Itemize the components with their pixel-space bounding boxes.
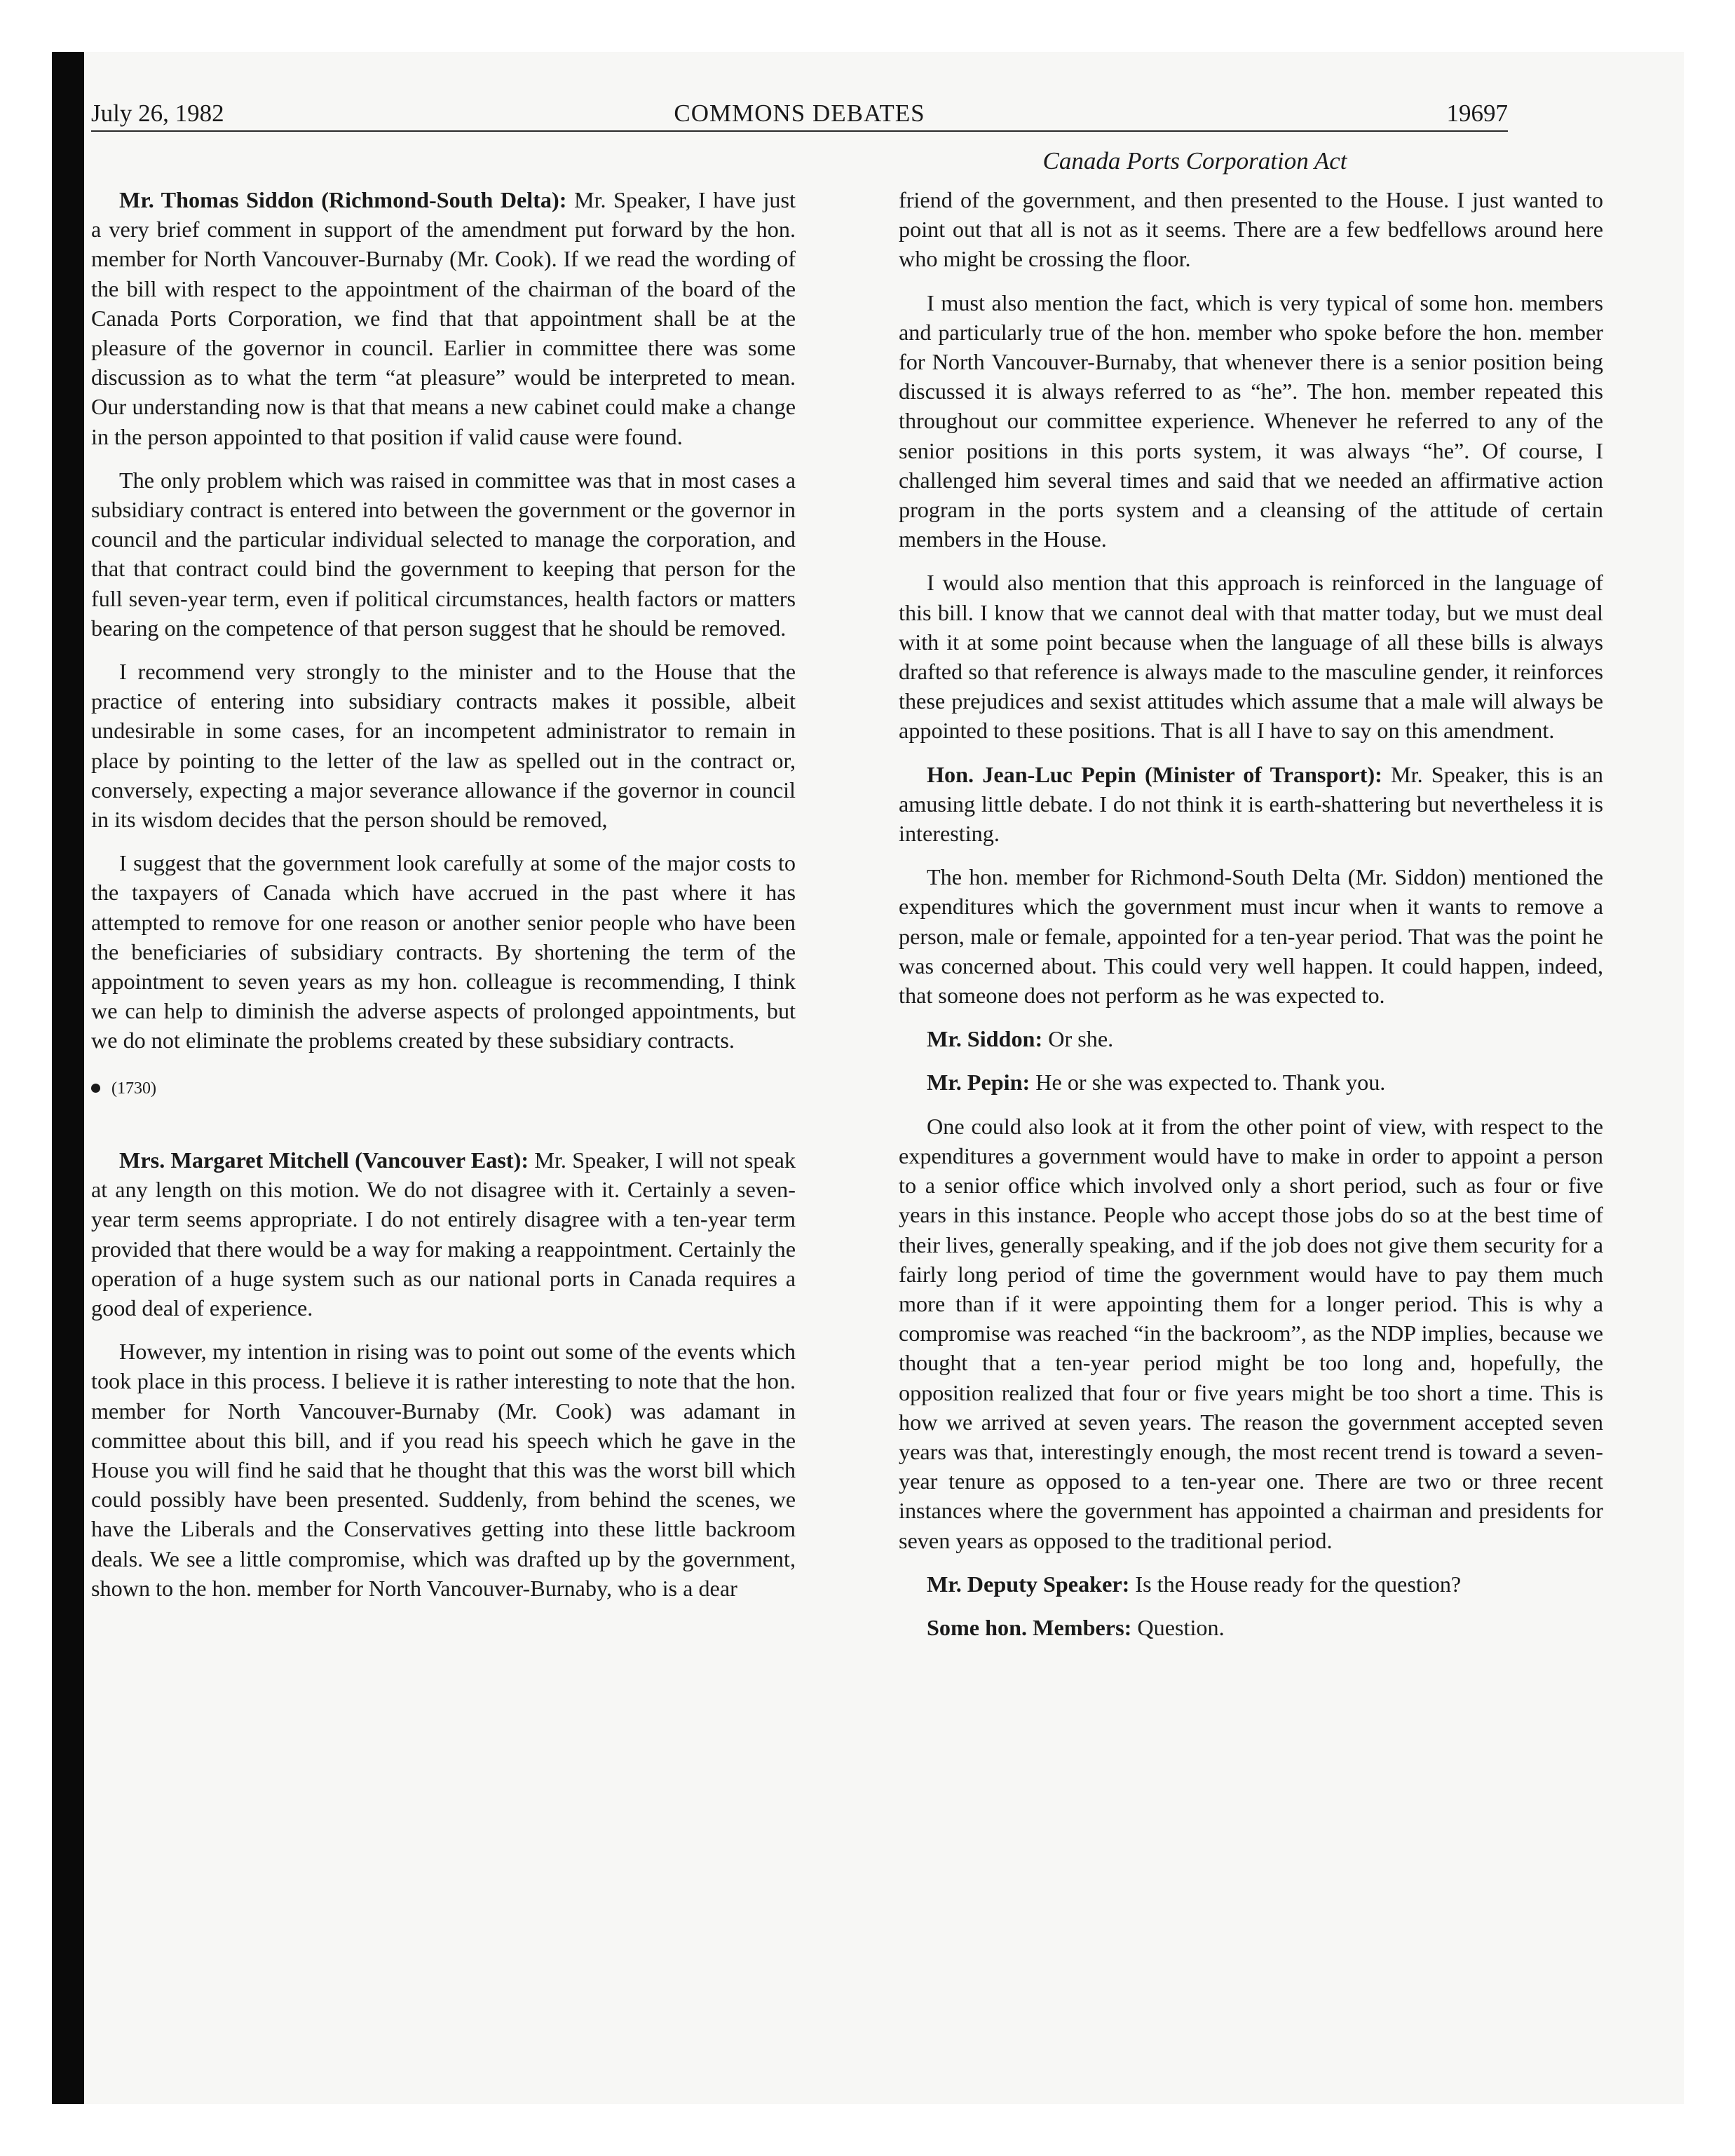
time-marker bbox=[91, 1074, 796, 1103]
paragraph-text: Mr. Speaker, I have just a very brief comment in support of the amendment put forward by the hon. member for North Vancouver-Burnaby (Mr. Cook). If we read the wording of the bill with respect to the appointment of the chairman of the board of the Canada Ports Corporation, we find that that appointment shall be at the pleasure of the governor in council. Earlier in committee there was some discussion as to what the term “at pleasure” would be interpreted to mean. Our understanding now is that that means a new cabinet could make a change in the person appointed to that position if valid cause were found. bbox=[91, 187, 796, 449]
paragraph bbox=[91, 657, 796, 834]
speaker-name: Mr. Siddon: bbox=[927, 1026, 1043, 1052]
paragraph-text: Is the House ready for the question? bbox=[1129, 1571, 1462, 1597]
paragraph bbox=[899, 760, 1603, 849]
paragraph-text: He or she was expected to. Thank you. bbox=[1030, 1070, 1386, 1096]
paragraph bbox=[91, 185, 796, 451]
paragraph-text: I recommend very strongly to the minister and to the House that the practice of entering into subsidiary contracts makes it possible, albeit undesirable in some cases, for an incompetent administrator to remain in place by pointing to the letter of the law as spelled out in the contract or, conversely, expecting a major severance allowance if the governor in council in its wisdom decides that the person should be removed, bbox=[91, 659, 796, 833]
speaker-name: Hon. Jean-Luc Pepin (Minister of Transport): bbox=[927, 761, 1382, 787]
bullet-icon bbox=[91, 1084, 100, 1093]
speaker-name: Mrs. Margaret Mitchell (Vancouver East): bbox=[119, 1147, 529, 1173]
paragraph bbox=[91, 1337, 796, 1603]
paragraph bbox=[899, 862, 1603, 1010]
header-title: COMMONS DEBATES bbox=[674, 100, 925, 127]
time-marker-text: (1730) bbox=[111, 1079, 156, 1098]
paragraph bbox=[899, 1613, 1603, 1642]
speaker-name: Mr. Thomas Siddon (Richmond-South Delta): bbox=[119, 187, 567, 212]
paragraph-text: Mr. Speaker, I will not speak at any length on this motion. We do not disagree with it. Certainly a seven-year term seems appropriate. I do not entirely disagree with a ten-year term provided that there would be a way for making a reappointment. Certainly the operation of a huge system such as our national ports in Canada requires a good deal of experience. bbox=[91, 1147, 796, 1321]
right-column-paragraphs bbox=[899, 185, 1603, 1642]
paragraph bbox=[91, 1145, 796, 1323]
speaker-name: Some hon. Members: bbox=[927, 1614, 1132, 1640]
paragraph-text: However, my intention in rising was to point out some of the events which took place in this process. I believe it is rather interesting to note that the hon. member for North Vancouver-Burnaby (Mr. Cook) was adamant in committee about this bill, and if you read his speech which he gave in the House you will find he said that he thought that this was the worst bill which could possibly have been presented. Suddenly, from behind the scenes, we have the Liberals and the Conservatives getting into these little backroom deals. We see a little compromise, which was drafted up by the government, shown to the hon. member for North Vancouver-Burnaby, who is a dear bbox=[91, 1339, 796, 1601]
speaker-name: Mr. Pepin: bbox=[927, 1070, 1030, 1096]
paragraph bbox=[899, 1067, 1603, 1097]
left-column-paragraphs-2 bbox=[91, 1145, 796, 1603]
paragraph-text: Or she. bbox=[1042, 1026, 1114, 1052]
paragraph-text: I suggest that the government look carefully at some of the major costs to the taxpayers of Canada which have accrued in the past where it has attempted to remove for one reason or another senior people who have been the beneficiaries of subsidiary contracts. By shortening the term of the appointment to seven years as my hon. colleague is recommending, I think we can help to diminish the adverse aspects of prolonged appointments, but we do not eliminate the problems created by these subsidiary contracts. bbox=[91, 850, 796, 1053]
paragraph-text: I would also mention that this approach is reinforced in the language of this bill. I know that we cannot deal with that matter today, but we must deal with it at some point because when the language of all these bills is always drafted so that reference is always made to the masculine gender, it reinforces these prejudices and sexist attitudes which assume that a male will always be appointed to these positions. That is all I have to say on this amendment. bbox=[899, 570, 1603, 744]
paragraph-text: One could also look at it from the other point of view, with respect to the expenditures a government would have to make in order to appoint a person to a senior office which involved only a short period, such as four or five years in this instance. People who accept those jobs do so at the best time of their lives, generally speaking, and if the job does not give them security for a fairly long period of time the government would have to pay them much more than if it were appointing them for a longer period. This is why a compromise was reached “in the backroom”, as the NDP implies, because we thought that a ten-year period might be too long and, hopefully, the opposition realized that four or five years might be too short a time. This is how we arrived at seven years. The reason the government accepted seven years was that, interestingly enough, the most recent trend is toward a seven-year tenure as opposed to a ten-year one. There are two or three recent instances where the government has appointed a chairman and presidents for seven years as opposed to the traditional period. bbox=[899, 1113, 1603, 1553]
header-page-number: 19697 bbox=[1446, 100, 1508, 127]
paragraph-text: I must also mention the fact, which is very typical of some hon. members and particularly true of the hon. member who spoke before the hon. member for North Vancouver-Burnaby, that whenever there is a senior position being discussed it is always referred to as “he”. The hon. member repeated this throughout our committee experience. Whenever he referred to any of the senior positions in this ports system, it was always “he”. Of course, I challenged him several times and said that we needed an affirmative action program in the ports system and a cleansing of the attitude of certain members in the House. bbox=[899, 289, 1603, 552]
paragraph-text: Mr. Speaker, this is an amusing little debate. I do not think it is earth-shattering but nevertheless it is interesting. bbox=[899, 761, 1603, 847]
paragraph bbox=[91, 465, 796, 643]
header-date: July 26, 1982 bbox=[91, 100, 224, 127]
paragraph-text: Question. bbox=[1131, 1614, 1225, 1640]
page-header bbox=[91, 93, 1508, 132]
paragraph-text: friend of the government, and then presented to the House. I just wanted to point out that all is not as it seems. There are a few bedfellows around here who might be crossing the floor. bbox=[899, 187, 1603, 272]
speaker-name: Mr. Deputy Speaker: bbox=[927, 1571, 1130, 1597]
paragraph bbox=[899, 185, 1603, 274]
section-title: Canada Ports Corporation Act bbox=[1042, 147, 1347, 175]
paragraph bbox=[899, 568, 1603, 745]
left-column bbox=[91, 185, 796, 1617]
paragraph bbox=[899, 1024, 1603, 1053]
paragraph-text: The hon. member for Richmond-South Delta (Mr. Siddon) mentioned the expenditures which the government must incur when it wants to remove a person, male or female, appointed for a ten-year period. That was the point he was concerned about. This could very well happen. It could happen, indeed, that someone does not perform as he was expected to. bbox=[899, 864, 1603, 1009]
paragraph bbox=[899, 1112, 1603, 1555]
paragraph bbox=[899, 288, 1603, 554]
right-column bbox=[899, 185, 1603, 1656]
left-column-paragraphs bbox=[91, 185, 796, 1056]
paragraph bbox=[899, 1569, 1603, 1599]
paragraph bbox=[91, 848, 796, 1055]
paragraph-text: The only problem which was raised in committee was that in most cases a subsidiary contract is entered into between the government or the governor in council and the particular individual selected to manage the corporation, and that that contract could bind the government to keeping that person for the full seven-year term, even if political circumstances, health factors or matters bearing on the competence of that person suggest that he should be removed. bbox=[91, 467, 796, 641]
scan-edge bbox=[52, 52, 84, 2104]
